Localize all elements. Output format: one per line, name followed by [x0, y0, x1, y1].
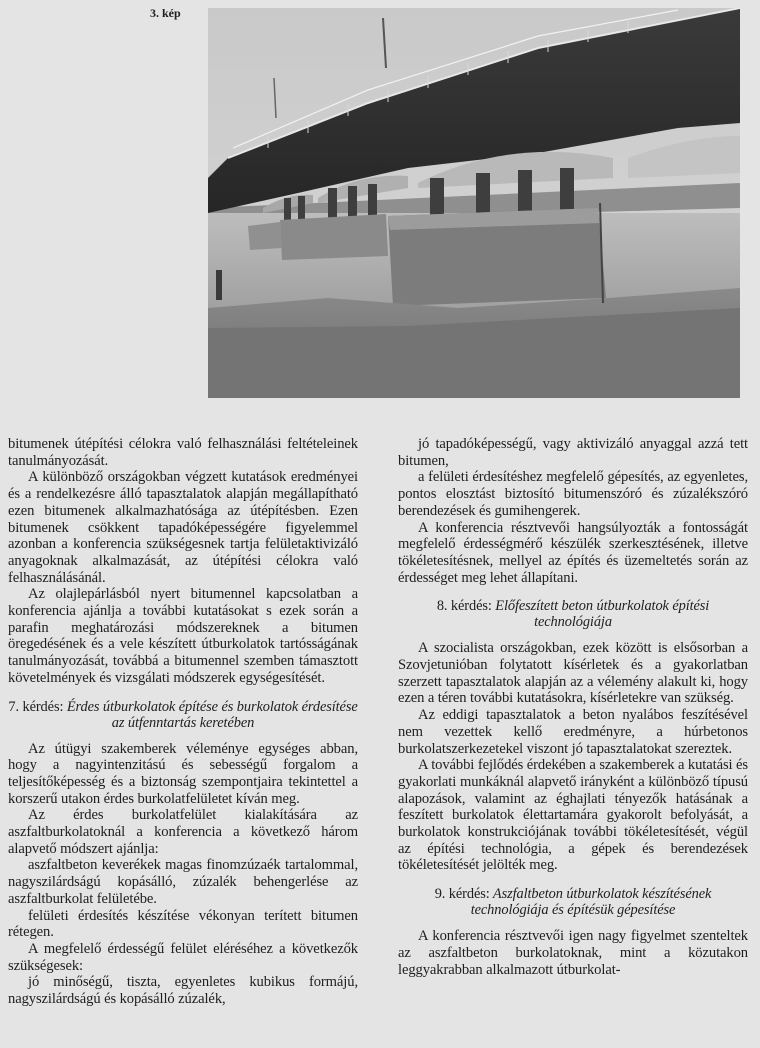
question-title: Érdes útburkolatok építése és burkolatok érdesítése az útfenntartás keretében — [66, 698, 358, 731]
section-heading-9 — [398, 886, 748, 918]
section-heading-8 — [398, 598, 748, 630]
paragraph: A szocialista országokban, ezek között is elsősorban a Szovjetunióban folytatott kísérletek és a gyakorlatban szerzett tapasztalatok alapján az a vélemény alakult ki, hogy ezen a téren további kutatásokra, kísérletekre van szükség. — [398, 640, 748, 707]
paragraph: aszfaltbeton keverékek magas finomzúzaék tartalommal, nagyszilárdságú kopásálló, zúzalék behengerlése az aszfaltburkolat felületébe. — [8, 857, 358, 907]
bridge-photo — [208, 8, 740, 398]
paragraph: A különböző országokban végzett kutatások eredményei és a rendelkezésre álló tapasztalatok alapján megállapítható ezen bitumenek alkalmazhatósága az útépítésben. Ezen bitumenek csökkent tapadóképességére figyelemmel azonban a konferencia szükségesnek tartja felületaktivizáló anyagoknak alkalmazását, az útépítési célokra való felhasználásánál. — [8, 469, 358, 586]
paragraph: A konferencia résztvevői igen nagy figyelmet szenteltek az aszfaltbeton burkolatoknak, mint a közutakon leggyakrabban alkalmazott útburkolat- — [398, 928, 748, 978]
question-title: Előfeszített beton útburkolatok építési technológiája — [495, 598, 710, 631]
figure-label: 3. kép — [150, 6, 181, 20]
paragraph: A konferencia résztvevői hangsúlyozták a fontosságát megfelelő érdességmérő készülék szerkesztésének, illetve tökéletesítésnek, mellyel az építés és üzemeltetés során az érdességet meg lehet állapítani. — [398, 519, 748, 586]
paragraph: jó tapadóképességű, vagy aktivizáló anyaggal azzá tett bitumen, — [398, 436, 748, 469]
paragraph: a felületi érdesítéshez megfelelő gépesítés, az egyenletes, pontos elosztást biztosító bitumenszóró és zúzalékszóró berendezések és gumihengerek. — [398, 469, 748, 519]
right-column — [398, 436, 748, 978]
paragraph: Az eddigi tapasztalatok a beton nyalábos feszítésével nem vezettek kellő eredményre, a húrbetonos burkolatszerkezetekel viszont jó tapasztalatokat szereztek. — [398, 707, 748, 757]
paragraph: A megfelelő érdességű felület eléréséhez a következők szükségesek: — [8, 940, 358, 974]
paragraph: felületi érdesítés készítése vékonyan terített bitumen rétegen. — [8, 907, 358, 941]
question-number: 7. kérdés: — [8, 698, 64, 715]
paragraph: Az érdes burkolatfelület kialakítására az aszfaltburkolatoknál a konferencia a következő három alapvető módszert ajánlja: — [8, 807, 358, 857]
paragraph: jó minőségű, tiszta, egyenletes kubikus formájú, nagyszilárdságú és kopásálló zúzalék, — [8, 974, 358, 1008]
paragraph: Az olajlepárlásból nyert bitumennel kapcsolatban a konferencia ajánlja a további kutatásokat s ezek során a parafin meghatározási módszereknek a bitumen öregedésének és a vele készített útburkolatok tartósságának tanulmányozását, továbbá a bitumennel szemben támasztott követelmények és vizsgálati módszerek egységesítését. — [8, 586, 358, 686]
question-number: 9. kérdés: — [434, 886, 490, 903]
left-column — [8, 436, 358, 1008]
question-title: Aszfaltbeton útburkolatok készítésének technológiája és építésük gépesítése — [470, 886, 712, 919]
paragraph: Az útügyi szakemberek véleménye egységes abban, hogy a nagyintenzitású és sebességű forgalom a teljesítőképesség és a biztonság szempontjaira tekintettel a korszerű utakon érdes burkolatfelületet kíván meg. — [8, 740, 358, 807]
question-number: 8. kérdés: — [436, 598, 492, 615]
section-heading-7 — [8, 699, 358, 731]
paragraph: bitumenek útépítési célokra való felhasználási feltételeinek tanulmányozását. — [8, 436, 358, 469]
paragraph: A további fejlődés érdekében a szakemberek a kutatási és gyakorlati munkáknál alapvető irányként a különböző típusú alapozások, valamint az éghajlati tényezők hatásának a feszített burkolatok élettartamára gyakorolt befolyását, a burkolatok konstrukciójának további tökéletesítését, végül az építési technológia, a gépek és berendezések tökéletesítését jelölték meg. — [398, 757, 748, 874]
